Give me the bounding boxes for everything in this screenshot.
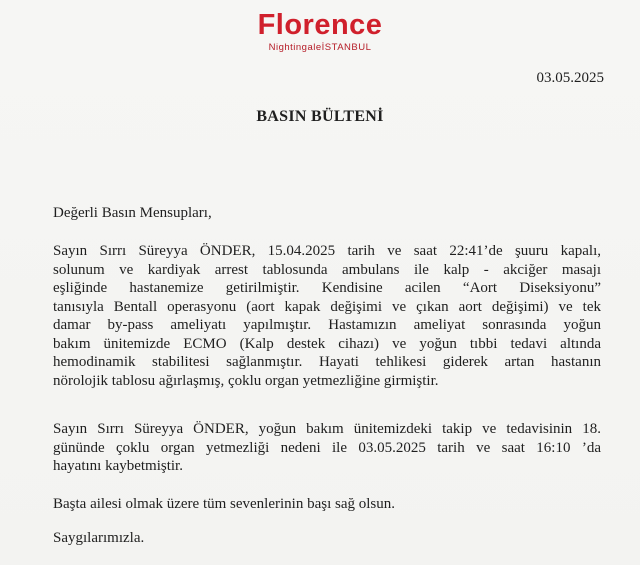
paragraph-line: hemodinamik stabilitesi sağlanmıştır. Hayati tehlikesi giderek artan hastanın bbox=[53, 354, 601, 370]
condolence-line: Başta ailesi olmak üzere tüm sevenlerinin başı sağ olsun. bbox=[53, 496, 395, 512]
paragraph-line: bakım ünitemizde ECMO (Kalp destek cihazı) ve yoğun tıbbi tedavi altında bbox=[53, 335, 601, 352]
sign-off: Saygılarımızla. bbox=[53, 530, 145, 546]
paragraph-line: damar by-pass ameliyatı yapılmıştır. Hastamızın ameliyat sonrasında yoğun bbox=[53, 317, 601, 333]
document-title: BASIN BÜLTENİ bbox=[256, 108, 384, 125]
paragraph-2 bbox=[53, 420, 601, 476]
paragraph-line: tanısıyla Bentall operasyonu (aort kapak değişimi ve çıkan aort değişimi) ve tek bbox=[53, 298, 601, 315]
document-date: 03.05.2025 bbox=[536, 70, 604, 86]
hospital-logo bbox=[0, 8, 640, 53]
paragraph-line: solunum ve kardiyak arrest tablosunda ambulans ile kalp - akciğer masajı bbox=[53, 261, 601, 278]
logo-name: Florence bbox=[257, 9, 383, 41]
paragraph-line: eşliğinde hastanemize getirilmiştir. Kendisine acilen “Aort Diseksiyonu” bbox=[53, 280, 601, 296]
logo-subtitle: NightingaleİSTANBUL bbox=[268, 42, 372, 53]
paragraph-line: Sayın Sırrı Süreyya ÖNDER, yoğun bakım ünitemizdeki takip ve tedavisinin 18. bbox=[53, 421, 601, 437]
paragraph-line: hayatını kaybetmiştir. bbox=[53, 458, 183, 474]
paragraph-1 bbox=[53, 242, 601, 390]
greeting: Değerli Basın Mensupları, bbox=[53, 205, 212, 221]
paragraph-line: nörolojik tablosu ağırlaşmış, çoklu organ yetmezliğine girmiştir. bbox=[53, 372, 439, 389]
paragraph-line: Sayın Sırrı Süreyya ÖNDER, 15.04.2025 tarih ve saat 22:41’de şuuru kapalı, bbox=[53, 243, 601, 259]
paragraph-line: gününde çoklu organ yetmezliği nedeni ile 03.05.2025 tarih ve saat 16:10 ’da bbox=[53, 439, 601, 456]
